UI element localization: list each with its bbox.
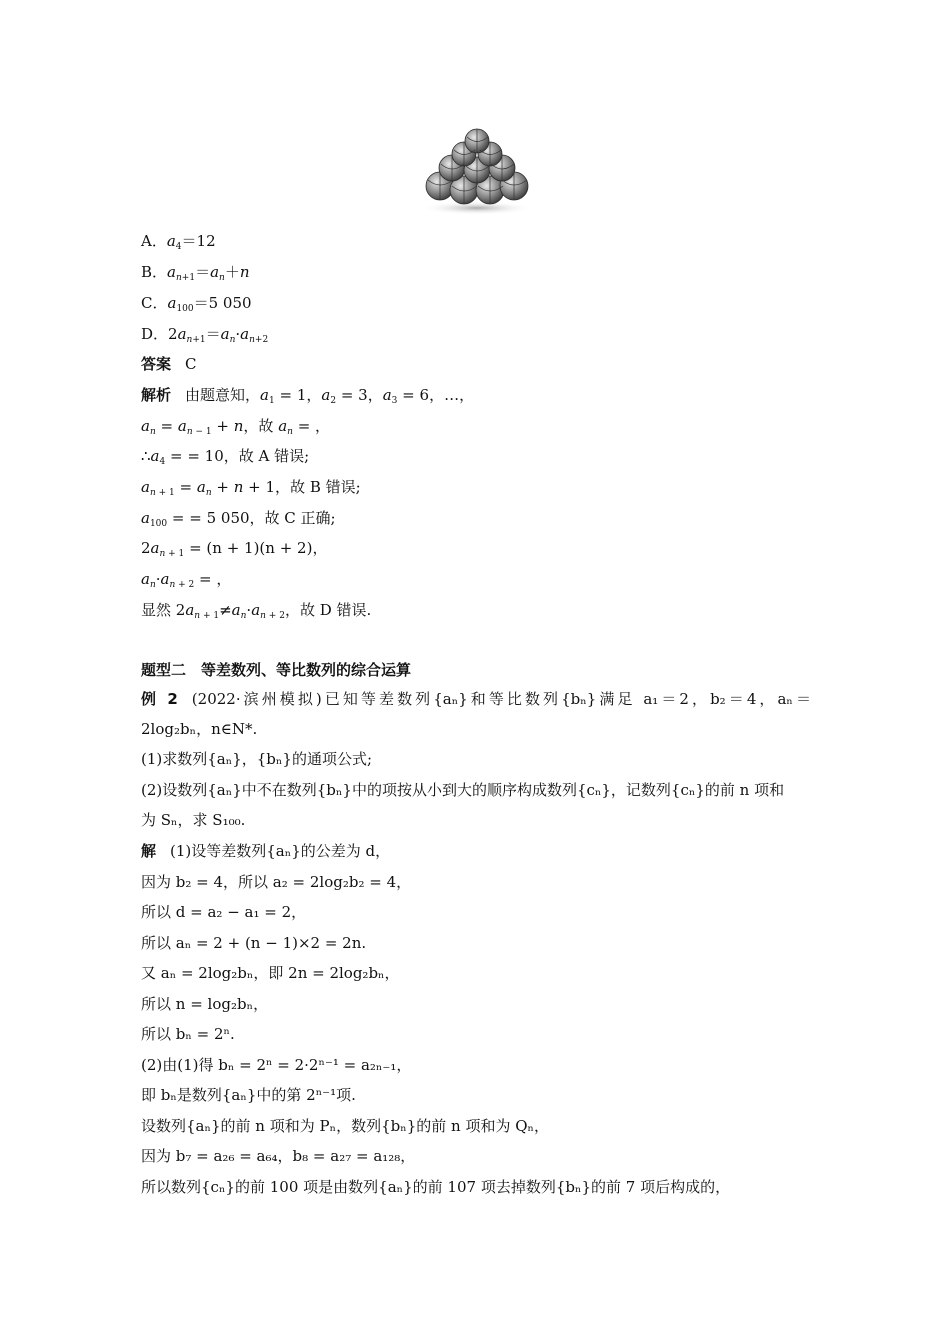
option-c: C．$a_{100}=5$ 050 (141, 294, 252, 314)
option-a-label: A． (141, 232, 167, 250)
solution2-line-12: 所以数列{cₙ}的前 100 项是由数列{aₙ}的前 107 项去掉数列{bₙ}的前 7 项后构成的， (141, 1178, 731, 1196)
solution-line-5: $a_{100}$ = = 5 050，故 C 正确; (141, 509, 336, 529)
option-b: B．$a_{n+1}=a_n+n$ (141, 263, 250, 283)
option-b-label: B． (141, 263, 168, 281)
solution2-line-10: 设数列{aₙ}的前 n 项和为 Pₙ，数列{bₙ}的前 n 项和为 Qₙ， (141, 1117, 549, 1135)
solution-l1-end: ，…， (429, 386, 475, 404)
question-2-line-1: (2)设数列{aₙ}中不在数列{bₙ}中的项按从小到大的顺序构成数列{cₙ}，记数列{cₙ}的前 n 项和 (141, 781, 785, 799)
solution-l8-lead: 显然 (141, 601, 172, 619)
solution2-line-8: (2)由(1)得 bₙ = 2ⁿ = 2·2ⁿ⁻¹ = a₂ₙ₋₁， (141, 1056, 412, 1074)
solution2-line-7: 所以 bₙ = 2ⁿ. (141, 1025, 235, 1043)
example-stem-line-2: 2log₂bₙ，n∈N*. (141, 720, 258, 738)
solution-line-3: $\therefore a_4$ = = 10，故 A 错误; (141, 447, 310, 467)
solution2-line-3: 所以 d = a₂ − a₁ = 2， (141, 903, 307, 921)
example-stem-line-1 (141, 689, 811, 709)
solution-intro: 由题意知， (185, 386, 261, 404)
basketball-pyramid-figure (420, 128, 534, 216)
solution-l4-text: ，故 B 错误; (275, 478, 361, 496)
solution-l3-text: = 10，故 A 错误; (187, 447, 310, 465)
option-c-label: C． (141, 294, 168, 312)
solution-line-4: $a_{n + 1} = a_n + n + 1$，故 B 错误; (141, 478, 361, 498)
solution-l5-text: = 5 050，故 C 正确; (189, 509, 336, 527)
solution2-line-6: 所以 n = log₂bₙ， (141, 995, 269, 1013)
solution2-label: 解 (141, 842, 157, 860)
solution2-line-5: 又 aₙ = 2log₂bₙ，即 2n = 2log₂bₙ， (141, 964, 400, 982)
solution-line-2: $a_n = a_{n - 1} + n$，故 $a_n$ = ， (141, 417, 331, 437)
solution2-line-1 (141, 841, 390, 861)
therefore-symbol: ∴ (141, 447, 151, 465)
option-d-label: D． (141, 325, 169, 343)
solution-line-1: 解析 由题意知，$a_1 = 1$，$a_2 = 3$，$a_3 = 6$，…， (141, 386, 475, 406)
option-d: D．$2a_{n+1}=a_n\cdot a_{n+2}$ (141, 325, 269, 345)
answer-value: C (185, 355, 197, 373)
solution-line-7: $a_n\cdot a_{n + 2}$ = ， (141, 570, 232, 590)
solution-line-8: 显然 $2a_{n + 1}\ne a_n\cdot a_{n + 2}$，故 D 错误. (141, 601, 372, 621)
solution2-line-4: 所以 aₙ = 2 + (n − 1)×2 = 2n. (141, 934, 367, 952)
question-2-line-2: 为 Sₙ，求 S₁₀₀. (141, 811, 246, 829)
solution2-line-9: 即 bₙ是数列{aₙ}中的第 2ⁿ⁻¹项. (141, 1086, 356, 1104)
solution2-line-2: 因为 b₂ = 4，所以 a₂ = 2log₂b₂ = 4， (141, 873, 412, 891)
solution-line-6: $2a_{n + 1} = (n + 1)(n + 2)$， (141, 539, 328, 559)
solution-l6-text: = (n + 1)(n + 2)， (189, 539, 328, 557)
solution2-s1: (1)设等差数列{aₙ}的公差为 d， (170, 842, 391, 860)
question-1: (1)求数列{aₙ}，{bₙ}的通项公式; (141, 750, 372, 768)
option-a: A．$a_4=12$ (141, 232, 216, 252)
answer-line (141, 354, 197, 374)
solution2-line-11: 因为 b₇ = a₂₆ = a₆₄，b₈ = a₂₇ = a₁₂₈， (141, 1147, 416, 1165)
solution-label: 解析 (141, 386, 172, 404)
answer-label: 答案 (141, 355, 172, 373)
solution-l2-text: ，故 (243, 417, 274, 435)
section-title: 题型二 等差数列、等比数列的综合运算 (141, 661, 412, 679)
solution-l8-text: ，故 D 错误. (284, 601, 372, 619)
example-source: (2022·滨州模拟) (191, 690, 322, 708)
example-stem: 已知等差数列{aₙ}和等比数列{bₙ}满足 a₁＝2，b₂＝4，aₙ＝ (321, 690, 811, 708)
example-label: 例 2 (141, 690, 178, 708)
